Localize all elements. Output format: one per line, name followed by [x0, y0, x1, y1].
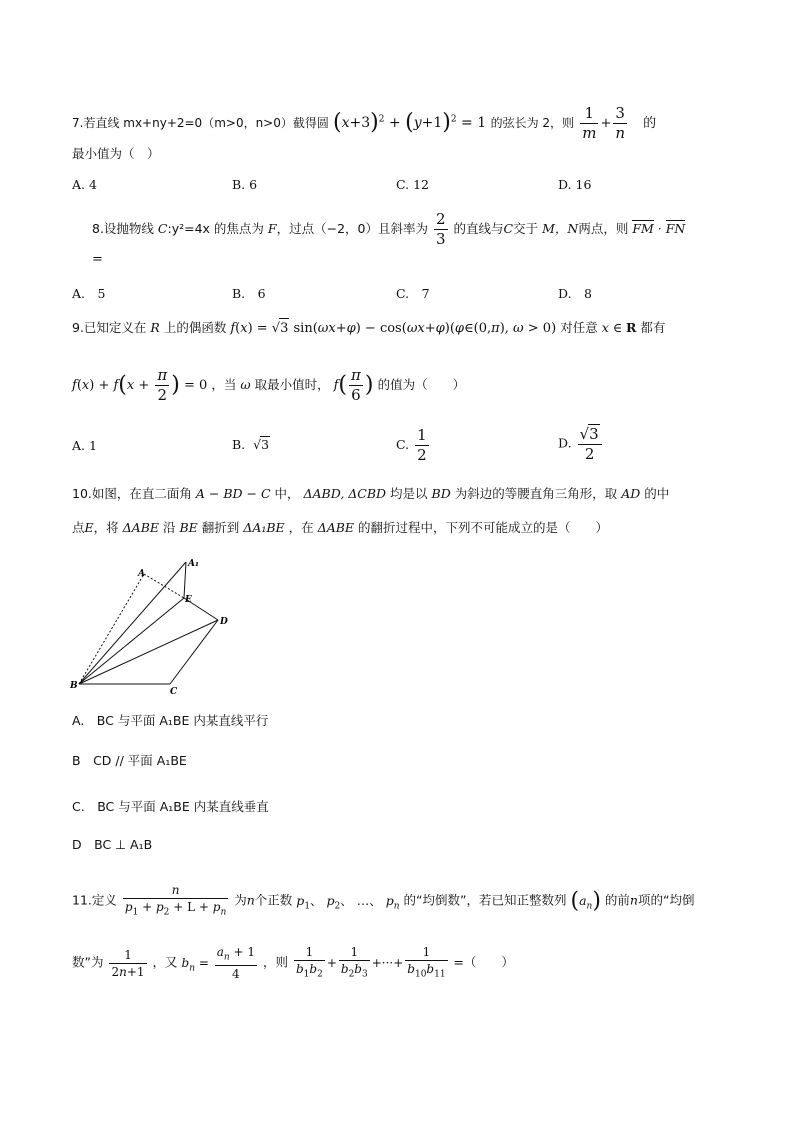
q8-option-a: A. 5 — [72, 286, 106, 301]
q10-stem-j: ，在 — [288, 520, 314, 535]
q10-be: BE — [179, 520, 198, 535]
q11-stem-h: ，又 — [152, 954, 178, 970]
q11-n-2: n — [629, 892, 638, 908]
q10-option-a: A. BC 与平面 A₁BE 内某直线平行 — [72, 713, 269, 728]
q10-hyp: BD — [431, 486, 451, 501]
q11-seq: $(a_n)$ — [570, 888, 601, 914]
q9-cond: x — [601, 320, 609, 335]
fig-edge-BD — [79, 620, 218, 684]
q9-cond-b: ∈ R — [608, 320, 637, 335]
q8-stem-d: 交于 — [513, 221, 539, 236]
q7-option-b: B. 6 — [232, 177, 258, 192]
fig-label-D: D — [220, 617, 228, 627]
q10-tri-abe-2: ΔABE — [317, 520, 355, 535]
q10-tri-abe: ΔABE — [122, 520, 160, 535]
q10-triangles: ΔABD, ΔCBD — [303, 486, 387, 501]
q10-option-d: D BC ⊥ A₁B — [72, 837, 153, 852]
q10-line2 — [72, 518, 608, 538]
fig-edge-AE — [144, 574, 184, 598]
q11-stem-a: 11.定义 — [72, 892, 117, 908]
q11-stem-c: 个正数 — [254, 892, 293, 908]
q11-bn: $b_n$ = $\frac{a_n + 1}{4}$ — [181, 945, 255, 982]
q9-omega: ω — [240, 377, 251, 392]
q8-points: M，N — [542, 221, 579, 236]
q9-option-b: B. √3 — [232, 437, 270, 452]
q8-stem-c: 的直线与 — [453, 221, 504, 236]
q9-stem-c: 对任意 — [560, 320, 598, 335]
fig-label-A: A — [138, 569, 145, 579]
q11-stem-e: 的前 — [604, 892, 630, 908]
q11-stem-b: 为 — [234, 892, 247, 908]
q8-slope: $\frac{2}{3}$ — [435, 210, 446, 248]
q7-circle-equation: $(x+3)^2 + (y+1)^2 = 1$ — [333, 110, 491, 135]
q7-stem-c: 的 — [643, 116, 657, 131]
q10-figure — [66, 554, 246, 696]
q10-stem-b: 中， — [274, 486, 300, 501]
q9-line1 — [72, 318, 665, 339]
q10-angle: A − BD − C — [195, 486, 271, 501]
fig-label-C: C — [170, 687, 178, 696]
q8-option-d: D. 8 — [558, 286, 593, 301]
q10-stem-d: 为斜边的等腰直角三角形，取 — [454, 486, 618, 501]
q10-stem-k: 的翻折过程中，下列不可能成立的是（ ） — [358, 520, 609, 535]
q9-option-a: A. 1 — [72, 438, 97, 453]
q10-line1 — [72, 484, 669, 504]
q9-stem-b: 上的偶函数 — [163, 320, 227, 335]
q7-option-c: C. 12 — [396, 177, 429, 192]
q10-stem-e: 的中 — [644, 486, 670, 501]
q7-expr: $\frac{1}{m}$ — [582, 104, 597, 142]
q9-relation: f(x) + f(x + $\frac{\pi}{2}$ ) = 0 — [72, 366, 212, 404]
q8-option-b: B. 6 — [232, 286, 266, 301]
q9-stem-f: 取最小值时， — [254, 377, 330, 392]
q8-equals: = — [92, 252, 103, 267]
q7-line1: 7.若直线 mx+ny+2=0（m>0，n>0）截得圆 $(x+3)^2 + (y+1)^2 = 1$ 的弦长为 2，则 $\frac{1}{m}$ + $\frac{3}{n}$ 的 — [72, 104, 657, 142]
q8-stem-a: 8.设抛物线 — [92, 221, 154, 236]
fig-label-E: E — [185, 595, 192, 605]
q11-n: n — [246, 892, 255, 908]
fig-edge-CD — [170, 620, 218, 684]
q7-option-a: A. 4 — [72, 177, 97, 192]
q11-def-frac: $\frac{n}{p_1 + p_2 + L + p_n}$ — [123, 882, 228, 920]
q8-stem-b: ，过点（−2，0）且斜率为 — [276, 221, 428, 236]
q10-stem-f: 点 — [72, 520, 85, 535]
q8-stem-e: 两点，则 — [578, 221, 629, 236]
q10-stem-a: 10.如图，在直二面角 — [72, 486, 192, 501]
q11-line1 — [72, 882, 694, 920]
fig-edge-BE — [79, 598, 184, 684]
q9-stem-g: 的值为（ ） — [377, 377, 466, 392]
q9-value-expr: f( $\frac{\pi}{6}$ ) — [333, 366, 374, 404]
q9-func: f(x) = √3 sin(ωx+φ) − cos(ωx+φ)(φ∈(0,π), ω > 0) — [230, 321, 560, 336]
q10-stem-i: 翻折到 — [201, 520, 240, 535]
q11-sum: $\frac{1}{b_1b_2}$ + $\frac{1}{b_2b_3}$ +···+ $\frac{1}{b_{10}b_{11}}$ — [292, 956, 453, 970]
q8-focus: F — [267, 221, 277, 236]
q11-stem-f: 项的“均倒 — [637, 892, 695, 908]
q11-avg: $\frac{1}{2n+1}$ — [111, 947, 145, 979]
q8-line1 — [92, 210, 685, 249]
q11-line2 — [72, 944, 514, 982]
q10-e: E — [84, 520, 94, 535]
q8-curve-eq: :y²=4x 的焦点为 — [167, 221, 264, 236]
q11-stem-j: =（ ） — [453, 954, 514, 970]
fig-edge-BA — [79, 574, 144, 684]
q7-expr-2: $\frac{3}{n}$ — [615, 104, 626, 142]
q7-stem-a: 7.若直线 mx+ny+2=0（m>0，n>0）截得圆 — [72, 116, 329, 130]
q11-stem-g: 数”为 — [72, 954, 104, 970]
q8-option-c: C. 7 — [396, 286, 430, 301]
q10-stem-g: ，将 — [93, 520, 119, 535]
fig-edge-A1E — [184, 562, 186, 598]
q10-tri-a1be: ΔA₁BE — [243, 520, 285, 535]
q9-stem-a: 9.已知定义在 — [72, 320, 147, 335]
q10-stem-h: 沿 — [163, 520, 176, 535]
q8-curve: C — [157, 221, 168, 236]
q8-dot-product: FM · FN — [632, 221, 686, 236]
q10-option-b: B CD // 平面 A₁BE — [72, 753, 187, 768]
q9-stem-d: 都有 — [640, 320, 666, 335]
q11-stem-i: ，则 — [262, 954, 288, 970]
fig-label-A1: A₁ — [188, 559, 199, 569]
q10-stem-c: 均是以 — [390, 486, 428, 501]
q9-option-d: D. $\frac{√3}{2}$ — [558, 424, 604, 464]
q10-option-c: C. BC 与平面 A₁BE 内某直线垂直 — [72, 799, 269, 814]
q10-ad: AD — [621, 486, 641, 501]
fig-label-B: B — [70, 681, 78, 691]
fig-edge-BA1 — [79, 562, 186, 684]
q9-option-c: C. $\frac{1}{2}$ — [396, 426, 427, 464]
q7-stem-b: 的弦长为 2，则 — [490, 116, 575, 130]
q9-line2 — [72, 366, 465, 405]
q8-curve-2: C — [503, 221, 514, 236]
q7-option-d: D. 16 — [558, 177, 592, 192]
q9-stem-e: ，当 — [211, 377, 237, 392]
q7-stem-d: 最小值为（ ） — [72, 146, 160, 161]
q11-ps: $p_1$、 $p_2$、 …、 $p_n$ — [296, 892, 400, 912]
q11-stem-d: 的“均倒数”，若已知正整数列 — [403, 892, 567, 908]
q9-domain: R — [150, 320, 160, 335]
